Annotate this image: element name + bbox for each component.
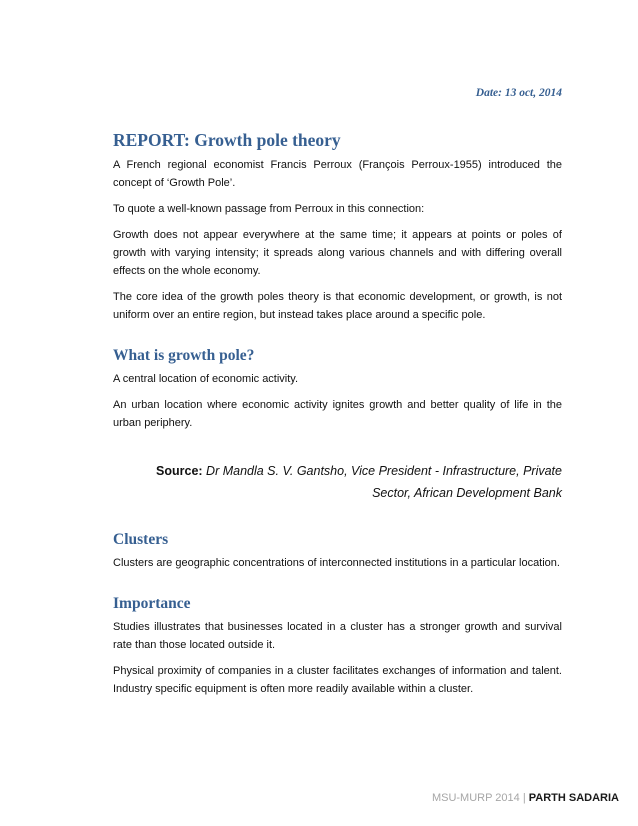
intro-paragraph: A French regional economist Francis Perroux (François Perroux-1955) introduced the concept of ‘Growth Pole’. [113,159,562,189]
section-paragraph: Studies illustrates that businesses located in a cluster has a stronger growth and survival rate than those located outside it. [113,621,562,651]
source-citation [113,460,562,504]
intro-paragraph: To quote a well-known passage from Perroux in this connection: [113,203,425,215]
footer-author: PARTH SADARIA [528,792,619,804]
intro-paragraph: The core idea of the growth poles theory is that economic development, or growth, is not uniform over an entire region, but instead takes place around a specific pole. [113,291,562,321]
section-paragraph: A central location of economic activity. [113,373,299,385]
section-paragraph: An urban location where economic activity ignites growth and better quality of life in the urban periphery. [113,399,562,429]
section-clusters [113,530,562,572]
report-title: REPORT: Growth pole theory [113,130,341,150]
page-footer [432,792,619,804]
section-heading: Clusters [113,531,169,548]
section-importance [113,594,562,698]
section-growth-pole [113,346,562,432]
footer-separator: | [522,792,526,804]
report-date: Date: 13 oct, 2014 [475,87,562,99]
intro-paragraph: Growth does not appear everywhere at the same time; it appears at points or poles of growth with varying intensity; it spreads along various channels and with differing overall effects on the whole economy. [113,229,562,277]
section-paragraph: Clusters are geographic concentrations of interconnected institutions in a particular location. [113,557,560,569]
section-heading: What is growth pole? [113,347,255,364]
section-paragraph: Physical proximity of companies in a cluster facilitates exchanges of information and talent. Industry specific equipment is often more readily available within a cluster. [113,665,562,695]
section-heading: Importance [113,595,191,612]
footer-program: MSU-MURP 2014 [431,792,520,804]
source-text: Dr Mandla S. V. Gantsho, Vice President - Infrastructure, Private Sector, African Development Bank [206,464,562,500]
report-content [113,129,562,706]
source-label: Source: [156,464,203,478]
